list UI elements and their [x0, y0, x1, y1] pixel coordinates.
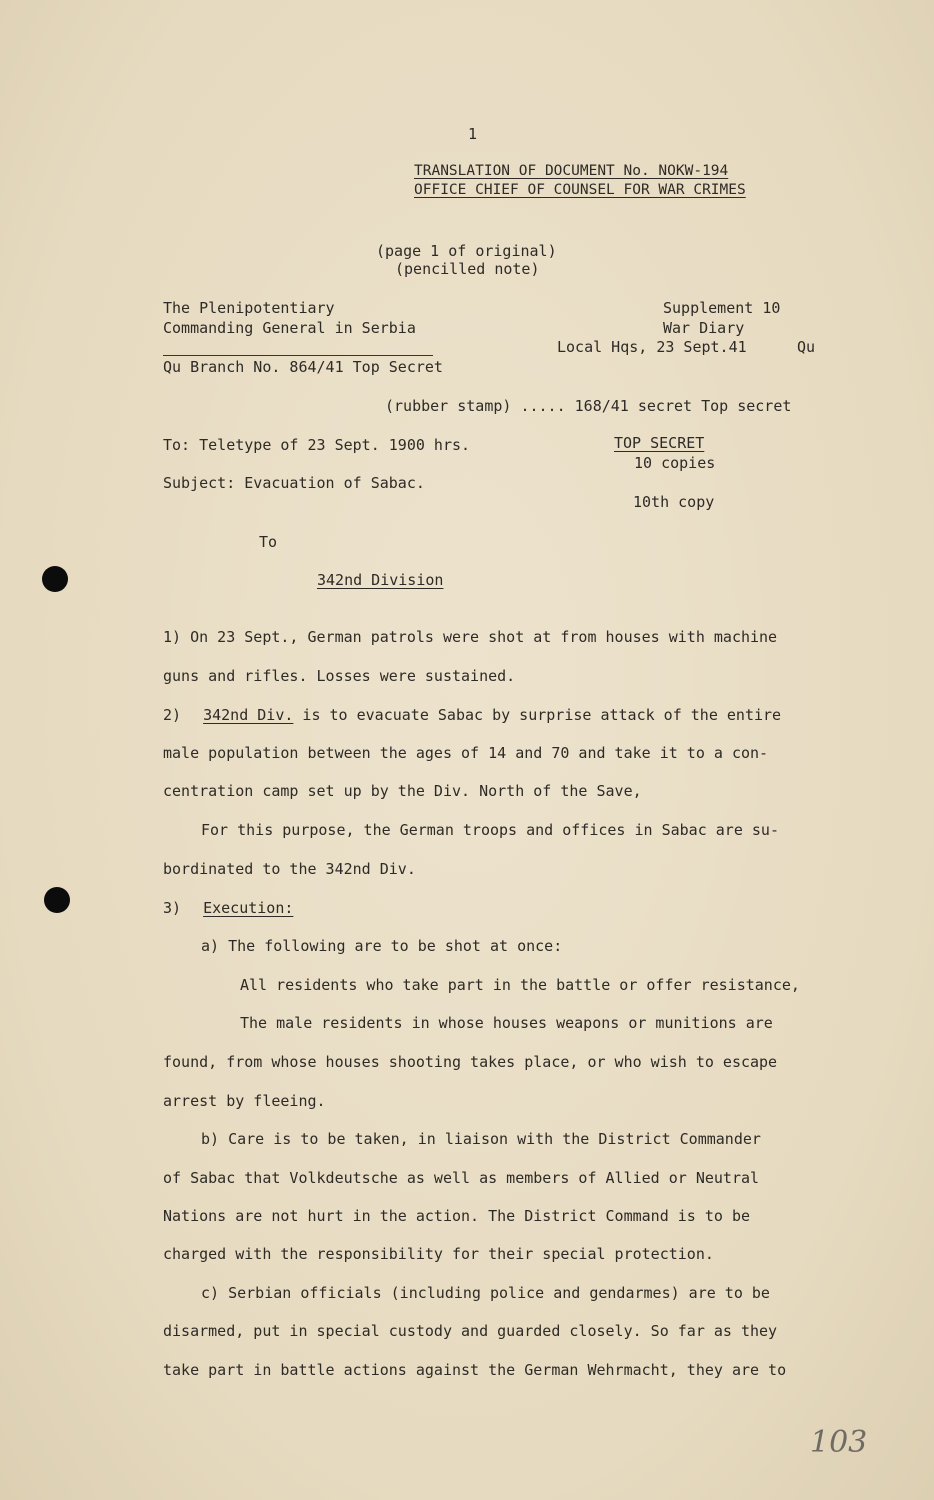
branch-line: Qu Branch No. 864/41 Top Secret [163, 358, 443, 376]
item-a-line-2: All residents who take part in the battle or offer resistance, [240, 976, 800, 994]
item-a-line-3: The male residents in whose houses weapons or munitions are [240, 1014, 773, 1032]
paragraph-1-line-1: 1) On 23 Sept., German patrols were shot at from houses with machine [163, 628, 778, 646]
item-a-line-5: arrest by fleeing. [163, 1092, 326, 1110]
paragraph-2-line-3: centration camp set up by the Div. North of the Save, [163, 782, 642, 800]
paragraph-1-line-2: guns and rifles. Losses were sustained. [163, 667, 516, 685]
to-line: To: Teletype of 23 Sept. 1900 hrs. [163, 436, 471, 454]
paragraph-2-line-2: male population between the ages of 14 and 70 and take it to a con- [163, 744, 769, 762]
punch-hole-bottom [44, 887, 70, 913]
paragraph-2-number: 2) [163, 706, 182, 724]
addressee-to: To [259, 533, 278, 551]
item-c-line-2: disarmed, put in special custody and guarded closely. So far as they [163, 1322, 778, 1340]
paragraph-2-division: 342nd Div. [203, 706, 294, 724]
item-b-line-4: charged with the responsibility for their special protection. [163, 1245, 714, 1263]
page-number: 1 [468, 125, 478, 143]
original-page-note: (page 1 of original) [376, 242, 557, 260]
copies-count: 10 copies [634, 454, 716, 472]
paragraph-3-line-2: bordinated to the 342nd Div. [163, 860, 416, 878]
supplement-line-1: Supplement 10 [663, 299, 781, 317]
paragraph-2-text: is to evacuate Sabac by surprise attack of the entire [293, 706, 782, 724]
paragraph-2-line-1 [163, 706, 781, 724]
supplement-line-2: War Diary [663, 319, 745, 337]
item-c-line-1: c) Serbian officials (including police and gendarmes) are to be [201, 1284, 770, 1302]
paragraph-3-line-1: For this purpose, the German troops and offices in Sabac are su- [201, 821, 779, 839]
supplement-line-3: Local Hqs, 23 Sept.41 [557, 338, 747, 356]
item-c-line-3: take part in battle actions against the German Wehrmacht, they are to [163, 1361, 787, 1379]
supplement-qu: Qu [797, 338, 816, 356]
punch-hole-top [42, 566, 68, 592]
item-b-line-1: b) Care is to be taken, in liaison with the District Commander [201, 1130, 761, 1148]
addressee: 342nd Division [317, 571, 444, 589]
sender-divider [163, 355, 433, 356]
sender-line-2: Commanding General in Serbia [163, 319, 416, 337]
pencilled-note: (pencilled note) [395, 260, 540, 278]
paragraph-execution [163, 899, 293, 917]
execution-number: 3) [163, 899, 182, 917]
item-b-line-2: of Sabac that Volkdeutsche as well as members of Allied or Neutral [163, 1169, 760, 1187]
header-line-1: TRANSLATION OF DOCUMENT No. NOKW-194 [414, 163, 729, 179]
handwritten-page-number: 103 [810, 1425, 868, 1460]
item-b-line-3: Nations are not hurt in the action. The District Command is to be [163, 1207, 750, 1225]
sender-line-1: The Plenipotentiary [163, 299, 335, 317]
item-a-line-1: a) The following are to be shot at once: [201, 937, 563, 955]
copy-number: 10th copy [633, 493, 715, 511]
rubber-stamp-line: (rubber stamp) ..... 168/41 secret Top secret [385, 397, 792, 415]
header-line-2: OFFICE CHIEF OF COUNSEL FOR WAR CRIMES [414, 182, 746, 198]
classification-label: TOP SECRET [614, 434, 705, 452]
subject-line: Subject: Evacuation of Sabac. [163, 474, 425, 492]
execution-label: Execution: [203, 899, 294, 917]
item-a-line-4: found, from whose houses shooting takes place, or who wish to escape [163, 1053, 778, 1071]
